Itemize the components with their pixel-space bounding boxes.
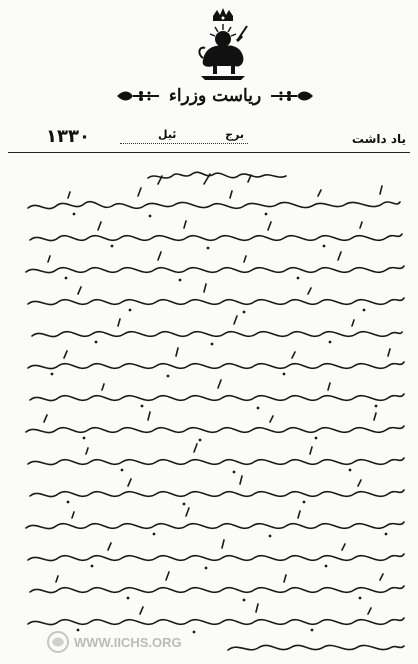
date-dotted-line xyxy=(120,143,248,144)
iichs-logo-icon xyxy=(48,632,68,652)
iichs-watermark xyxy=(46,630,226,654)
handwritten-letter-body xyxy=(8,168,408,656)
date-month-label: برج xyxy=(225,128,244,141)
date-year: ۱۳۳۰ xyxy=(46,126,90,147)
floral-ornament-icon xyxy=(269,89,315,103)
letterhead-title-row xyxy=(100,84,330,108)
floral-ornament-icon xyxy=(115,89,161,103)
header-divider xyxy=(8,152,410,153)
watermark-text: WWW.IICHS.ORG xyxy=(74,635,182,650)
memo-label: یاد داشت xyxy=(351,132,406,146)
date-field xyxy=(120,128,248,146)
letterhead-title: ریاست وزراء xyxy=(168,86,262,106)
lion-and-sun-emblem-icon xyxy=(195,8,251,80)
date-suffix-label: ئیل xyxy=(158,128,177,141)
